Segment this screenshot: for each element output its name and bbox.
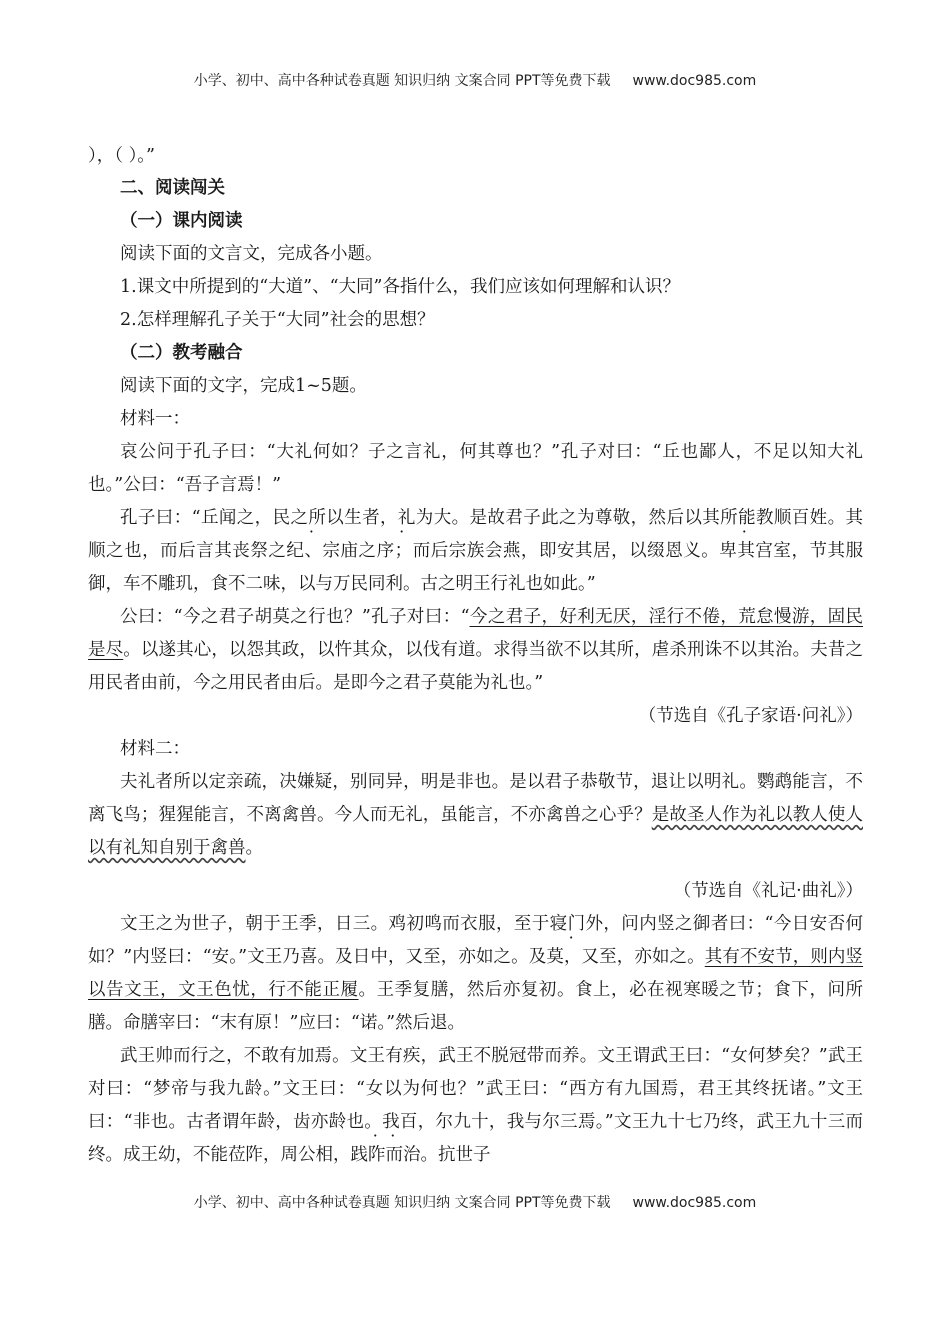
- dotted-char: 纪: [286, 541, 305, 561]
- subsection-title-1: （一）课内阅读: [120, 211, 243, 231]
- footer-site-link[interactable]: www.doc985.com: [632, 1195, 757, 1211]
- material-1-paragraph-2: 孔子曰：“丘闻之，民之所以生者，礼为大。是故君子此之为尊敬，然后以其所能教顺百姓。其顺之也，而后言其丧祭之纪、宗庙之序；而后宗族会燕，即安其居，以缀恩义。卑其宫室，节其服御，车不雕玑，食不二味，以与万民同利。古之明王行礼也如此。”: [88, 508, 864, 594]
- page-header: [0, 70, 950, 90]
- paragraph-wuwang: 武王帅而行之，不敢有加焉。文王有疾，武王不脱冠带而养。文王谓武王曰：“女何梦矣？”武王对曰：“梦帝与我九龄。”文王曰：“女以为何也？”武王曰：“西方有九国焉，君王其终抚诸。”文王曰：“非也。古者谓年龄，齿亦龄也。我百，尔九十，我与尔三焉。”文王九十七乃终，武王九十三而终。成王幼，不能莅阼，周公相，践阼而治。抗世子: [88, 1046, 863, 1165]
- source-citation-1: （节选自《孔子家语·问礼》）: [638, 706, 863, 726]
- subsection-title-2: （二）教考融合: [120, 343, 243, 363]
- dotted-char: 阼: [368, 1145, 386, 1165]
- material-2-paragraph-1: 夫礼者所以定亲疏，决嫌疑，别同异，明是非也。是以君子恭敬节，退让以明礼。鹦鹉能言，不离飞鸟；猩猩能言，不离禽兽。今人而无礼，虽能言，不亦禽兽之心乎？是故圣人作为礼以教人使人以有礼知自别于禽兽。: [88, 772, 863, 858]
- dotted-char: 序: [376, 541, 395, 561]
- instruction-2: 阅读下面的文字，完成1~5题。: [120, 376, 367, 396]
- material-1-paragraph-3: 公曰：“今之君子胡莫之行也？”孔子对曰：“今之君子，好利无厌，淫行不倦，荒怠慢游，固民是尽。以遂其心，以怨其政，以忤其众，以伐有道。求得当欲不以其所，虐杀刑诛不以其治。夫昔之用民者由前，今之用民者由后。是即今之君子莫能为礼也。”: [88, 607, 864, 693]
- underlined-sentence: 其有不安节，则内竖以告文王，文王色忧，行不能正履: [88, 947, 864, 1000]
- wavy-underlined-sentence: 是故圣人作为礼以教人使人以有礼知自别于禽兽: [88, 805, 863, 858]
- section-title: 二、阅读闯关: [120, 178, 225, 198]
- document-body: [88, 140, 863, 1172]
- material-1-paragraph-1: 哀公问于孔子曰：“大礼何如？子之言礼，何其尊也？”孔子对曰：“丘也鄙人，不足以知大礼也。”公曰：“吾子言焉！”: [88, 442, 863, 495]
- dotted-char: 践: [350, 1145, 368, 1165]
- material-1-label: 材料一：: [120, 409, 190, 429]
- material-2-label: 材料二：: [120, 739, 190, 759]
- page-footer: [0, 1192, 950, 1212]
- footer-text: 小学、初中、高中各种试卷真题 知识归纳 文案合同 PPT等免费下载: [193, 1195, 611, 1211]
- dotted-char: 莫: [546, 947, 564, 967]
- header-text: 小学、初中、高中各种试卷真题 知识归纳 文案合同 PPT等免费下载: [193, 73, 611, 89]
- paragraph-wenwang: 文王之为世子，朝于王季，日三。鸡初鸣而衣服，至于寝门外，问内竖之御者曰：“今日安否何如？”内竖曰：“安。”文王乃喜。及日中，又至，亦如之。及莫，又至，亦如之。其有不安节，则内竖以告文王，文王色忧，行不能正履。王季复膳，然后亦复初。食上，必在视寒暖之节；食下，问所膳。命膳宰曰：“末有原！”应曰：“诺。”然后退。: [88, 914, 864, 1033]
- header-site-link[interactable]: www.doc985.com: [632, 73, 757, 89]
- source-citation-2: （节选自《礼记·曲礼》）: [673, 881, 863, 901]
- dotted-char: 卑: [719, 541, 738, 561]
- answer-blank-line: ），（ ）。”: [88, 146, 156, 166]
- question-1: 1.课文中所提到的“大道”、“大同”各指什么，我们应该如何理解和认识？: [120, 277, 680, 297]
- instruction-1: 阅读下面的文言文，完成各小题。: [120, 244, 383, 264]
- question-2: 2.怎样理解孔子关于“大同”社会的思想？: [120, 310, 435, 330]
- underlined-sentence: 今之君子，好利无厌，淫行不倦，荒怠慢游，固民是尽: [88, 607, 864, 660]
